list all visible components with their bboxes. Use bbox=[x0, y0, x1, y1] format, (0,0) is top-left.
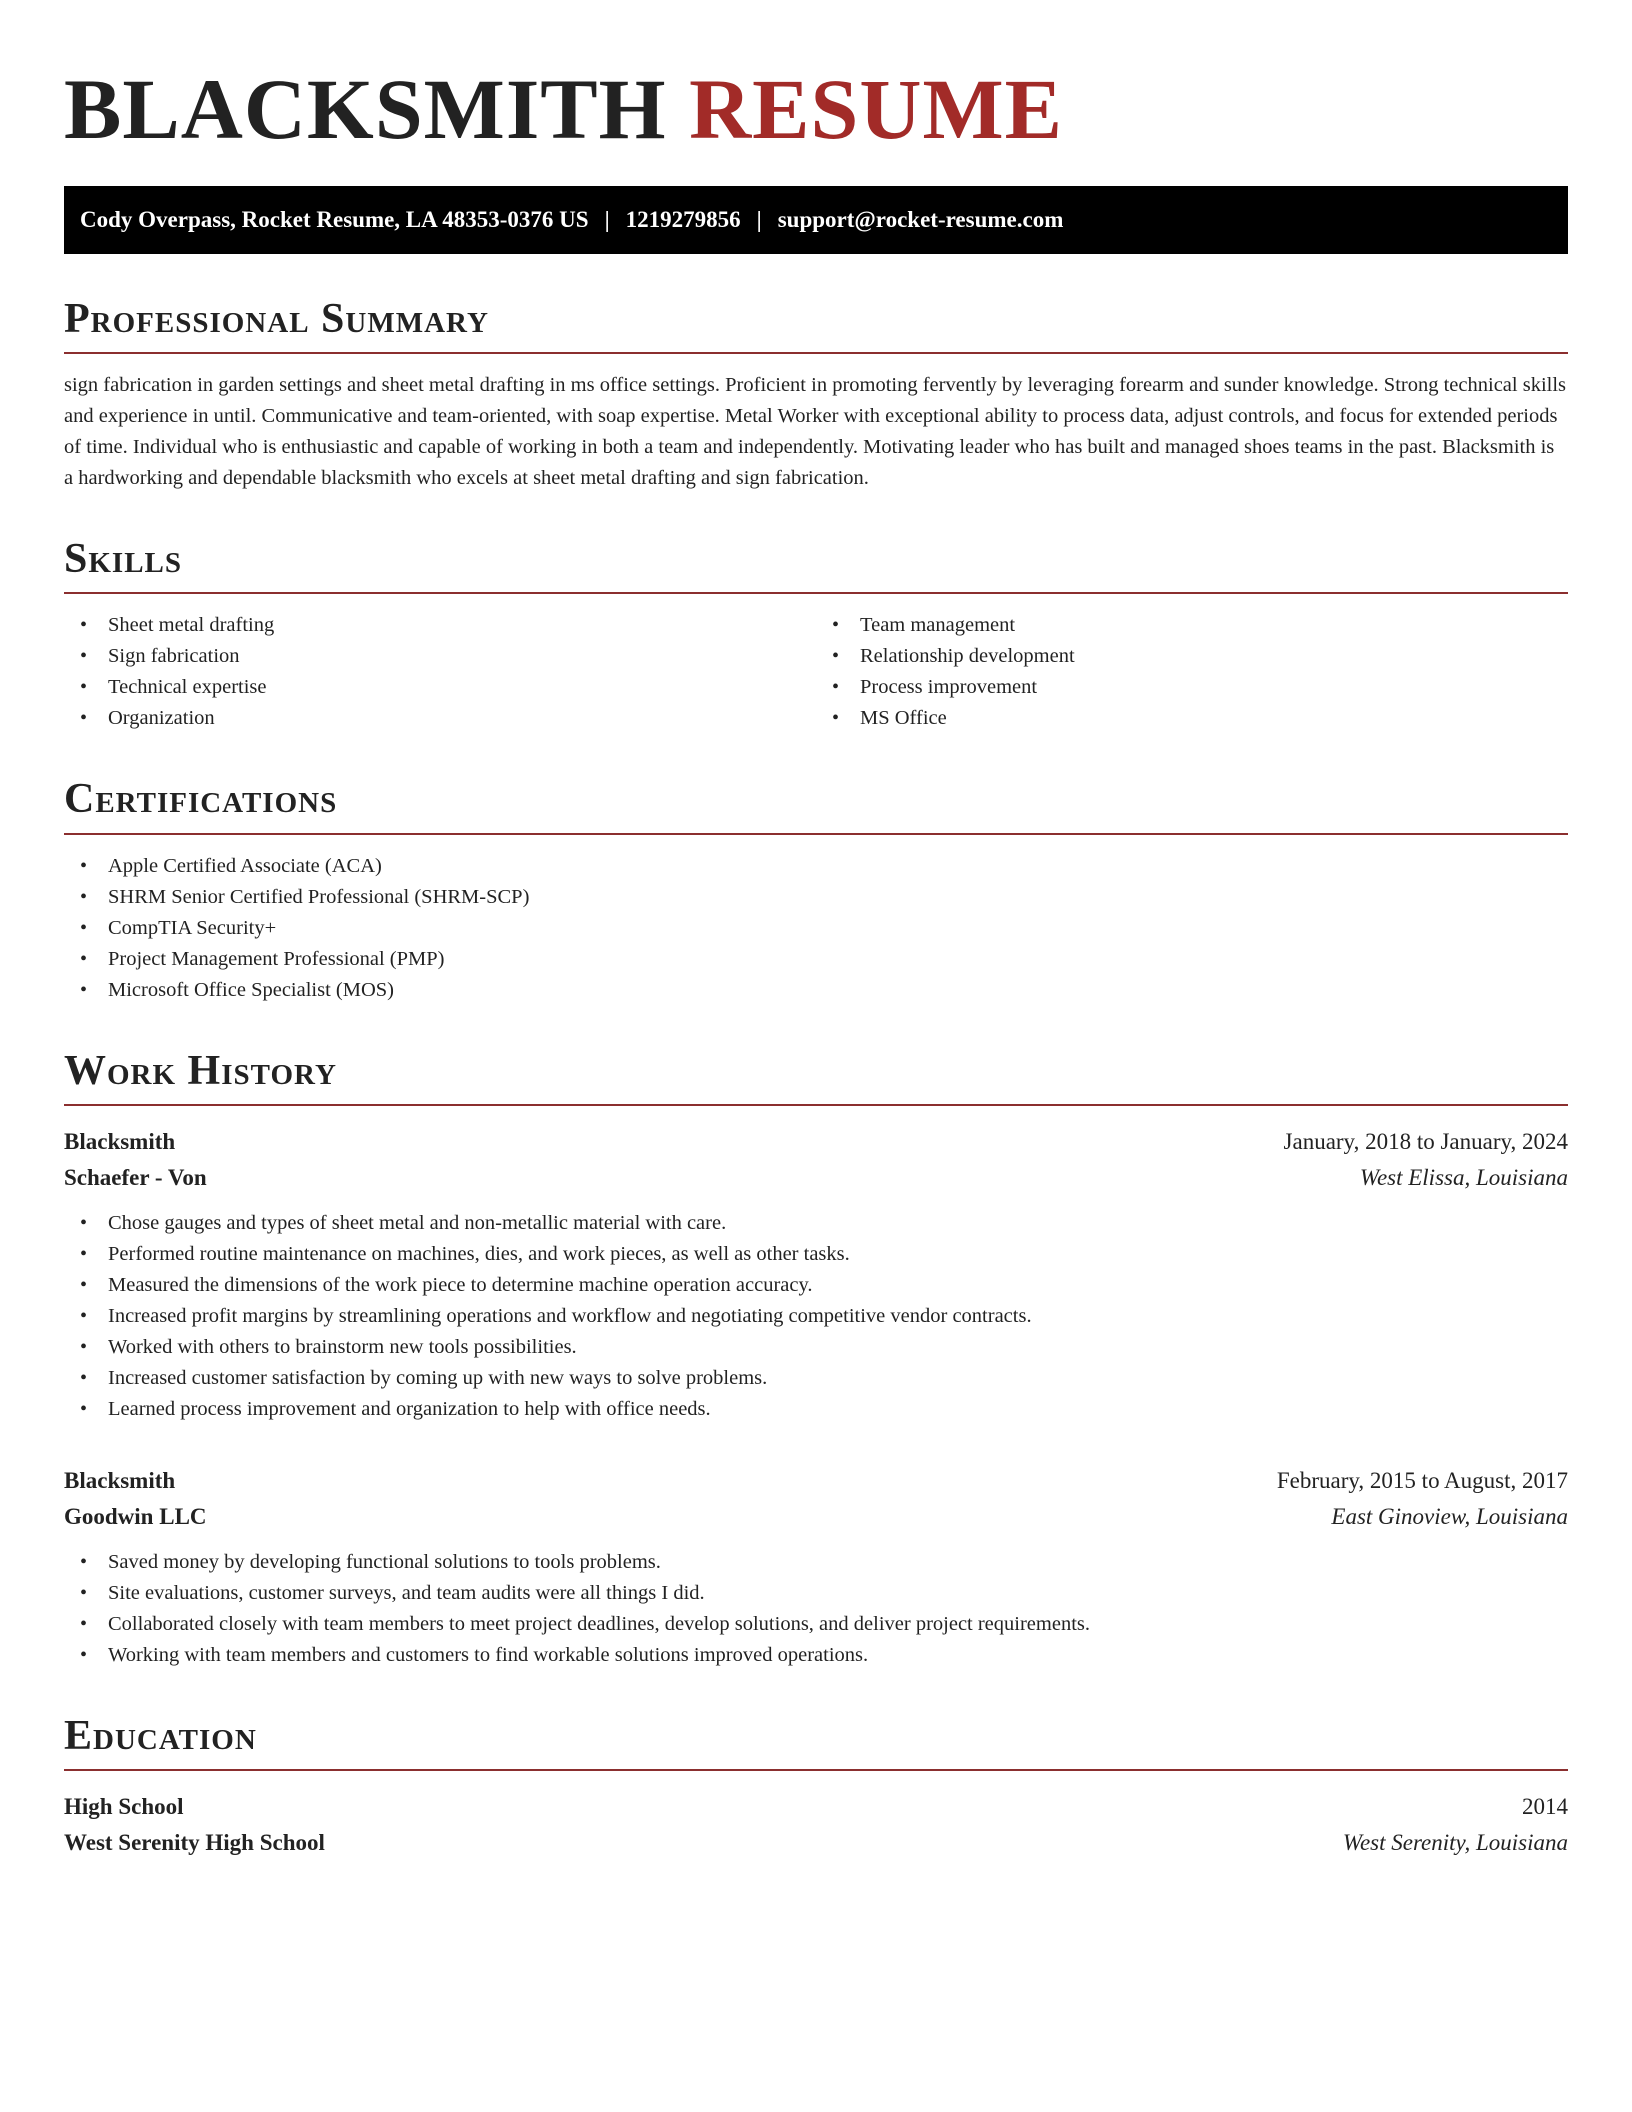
skills-list-right bbox=[816, 610, 1568, 734]
job-duty: • Saved money by developing functional solutions to tools problems. bbox=[64, 1547, 1568, 1578]
contact-separator: | bbox=[604, 207, 610, 232]
skill-item: • Sheet metal drafting bbox=[64, 610, 816, 641]
certification-item: • Microsoft Office Specialist (MOS) bbox=[64, 975, 1568, 1006]
job-company-row bbox=[64, 1499, 1568, 1535]
certification-item: • SHRM Senior Certified Professional (SHRM-SCP) bbox=[64, 882, 1568, 913]
skill-item: • Technical expertise bbox=[64, 672, 816, 703]
job-title: Blacksmith bbox=[64, 1128, 176, 1154]
skill-item: • MS Office bbox=[816, 703, 1568, 734]
skills-heading: Skills bbox=[64, 536, 1568, 594]
education-school-row bbox=[64, 1825, 1568, 1861]
contact-bar bbox=[64, 186, 1568, 254]
summary-section bbox=[64, 296, 1568, 494]
job-duty: • Chose gauges and types of sheet metal and non-metallic material with care. bbox=[64, 1208, 1568, 1239]
skill-item: • Sign fabrication bbox=[64, 641, 816, 672]
job-duty: • Increased customer satisfaction by coming up with new ways to solve problems. bbox=[64, 1363, 1568, 1394]
contact-phone: 1219279856 bbox=[625, 207, 741, 232]
education-location: West Serenity, Louisiana bbox=[1342, 1829, 1568, 1855]
education-entry bbox=[64, 1789, 1568, 1861]
education-school: West Serenity High School bbox=[64, 1829, 325, 1855]
education-heading: Education bbox=[64, 1713, 1568, 1771]
skills-grid bbox=[64, 594, 1568, 734]
skill-item: • Process improvement bbox=[816, 672, 1568, 703]
resume-title bbox=[64, 56, 1568, 157]
education-degree: High School bbox=[64, 1793, 184, 1819]
education-degree-row bbox=[64, 1789, 1568, 1825]
title-second-word: RESUME bbox=[689, 61, 1063, 157]
job-duty: • Increased profit margins by streamlining operations and workflow and negotiating competitive vendor contracts. bbox=[64, 1301, 1568, 1332]
title-first-word: BLACKSMITH bbox=[64, 61, 667, 157]
job-dates: February, 2015 to August, 2017 bbox=[1276, 1467, 1568, 1493]
work-history-section bbox=[64, 1048, 1568, 1671]
skill-item: • Organization bbox=[64, 703, 816, 734]
contact-address: Cody Overpass, Rocket Resume, LA 48353-0376 US bbox=[80, 207, 589, 232]
job-duty: • Worked with others to brainstorm new tools possibilities. bbox=[64, 1332, 1568, 1363]
skill-item: • Relationship development bbox=[816, 641, 1568, 672]
job-location: East Ginoview, Louisiana bbox=[1331, 1503, 1568, 1529]
job-location: West Elissa, Louisiana bbox=[1359, 1164, 1568, 1190]
job-company-row bbox=[64, 1160, 1568, 1196]
job-dates: January, 2018 to January, 2024 bbox=[1283, 1128, 1568, 1154]
contact-separator: | bbox=[756, 207, 762, 232]
job-duties-list bbox=[64, 1208, 1568, 1425]
job-duty: • Collaborated closely with team members to meet project deadlines, develop solutions, and deliver project requirements. bbox=[64, 1609, 1568, 1640]
job-duty: • Site evaluations, customer surveys, and team audits were all things I did. bbox=[64, 1578, 1568, 1609]
job-entry bbox=[64, 1124, 1568, 1425]
education-section bbox=[64, 1713, 1568, 1861]
certifications-list bbox=[64, 851, 1568, 1006]
certifications-section bbox=[64, 776, 1568, 1005]
certification-item: • Apple Certified Associate (ACA) bbox=[64, 851, 1568, 882]
job-duties-list bbox=[64, 1547, 1568, 1671]
skills-list-left bbox=[64, 610, 816, 734]
job-entry bbox=[64, 1463, 1568, 1671]
certification-item: • Project Management Professional (PMP) bbox=[64, 944, 1568, 975]
skill-item: • Team management bbox=[816, 610, 1568, 641]
summary-text: sign fabrication in garden settings and sheet metal drafting in ms office settings. Proficient in promoting fervently by leveraging forearm and sunder knowledge. Strong technical skills and experience in until. Communicative and team-oriented, with soap expertise. Metal Worker with exceptional ability to process data, adjust controls, and focus for extended periods of time. Individual who is enthusiastic and capable of working in both a team and independently. Motivating leader who has built and managed shoes teams in the past. Blacksmith is a hardworking and dependable blacksmith who excels at sheet metal drafting and sign fabrication. bbox=[64, 374, 1567, 490]
summary-heading: Professional Summary bbox=[64, 296, 1568, 354]
job-duty: • Performed routine maintenance on machines, dies, and work pieces, as well as other tasks. bbox=[64, 1239, 1568, 1270]
work-history-heading: Work History bbox=[64, 1048, 1568, 1106]
job-header-row bbox=[64, 1124, 1568, 1160]
skills-section bbox=[64, 536, 1568, 734]
job-duty: • Working with team members and customers to find workable solutions improved operations. bbox=[64, 1640, 1568, 1671]
job-duty: • Learned process improvement and organization to help with office needs. bbox=[64, 1394, 1568, 1425]
certification-item: • CompTIA Security+ bbox=[64, 913, 1568, 944]
job-title: Blacksmith bbox=[64, 1467, 176, 1493]
education-year: 2014 bbox=[1522, 1793, 1568, 1819]
contact-email[interactable]: support@rocket-resume.com bbox=[777, 207, 1064, 232]
job-duty: • Measured the dimensions of the work piece to determine machine operation accuracy. bbox=[64, 1270, 1568, 1301]
job-header-row bbox=[64, 1463, 1568, 1499]
job-company: Goodwin LLC bbox=[64, 1503, 207, 1529]
job-company: Schaefer - Von bbox=[64, 1164, 207, 1190]
certifications-heading: Certifications bbox=[64, 776, 1568, 834]
